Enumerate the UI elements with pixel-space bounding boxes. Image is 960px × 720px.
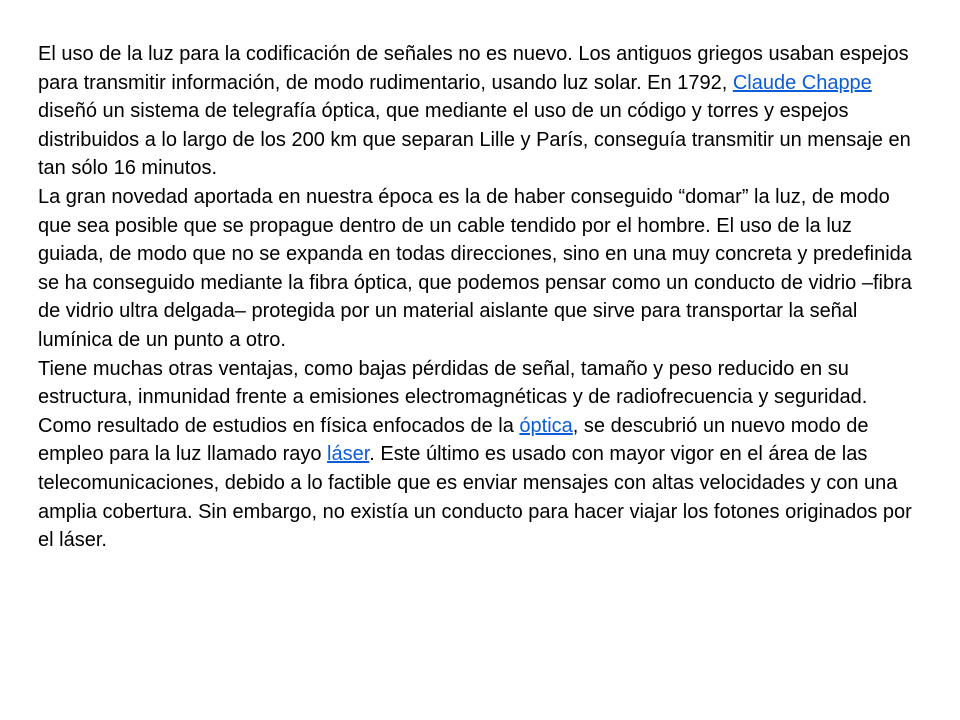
slide-text-body — [38, 40, 918, 555]
paragraph-history — [38, 40, 918, 183]
paragraph-guided-light: La gran novedad aportada en nuestra época es la de haber conseguido “domar” la luz, de modo que sea posible que se propague dentro de un cable tendido por el hombre. El uso de la luz guiada, de modo que no se expanda en todas direcciones, sino en una muy concreta y predefinida se ha conseguido mediante la fibra óptica, que podemos pensar como un conducto de vidrio –fibra de vidrio ultra delgada– protegida por un material aislante que sirve para transportar la señal lumínica de un punto a otro. — [38, 185, 912, 351]
paragraph-laser-text-after: . Este último es usado con mayor vigor en el área de las telecomunicaciones, debido a lo factible que es enviar mensajes con altas velocidades y con una amplia cobertura. Sin embargo, no existía un conducto para hacer viajar los fotones originados por el láser. — [38, 443, 912, 552]
link-laser[interactable]: láser — [327, 443, 370, 466]
paragraph-laser-text-middle: , se descubrió un nuevo modo de empleo para la luz llamado rayo — [38, 414, 869, 466]
paragraph-laser-text-before: Como resultado de estudios en física enfocados de la — [38, 414, 520, 437]
paragraph-advantages: Tiene muchas otras ventajas, como bajas pérdidas de señal, tamaño y peso reducido en su estructura, inmunidad frente a emisiones electromagnéticas y de radiofrecuencia y seguridad. — [38, 357, 868, 409]
paragraph-history-text-after: diseñó un sistema de telegrafía óptica, que mediante el uso de un código y torres y espejos distribuidos a lo largo de los 200 km que separan Lille y París, conseguía transmitir un mensaje en tan sólo 16 minutos. — [38, 100, 911, 180]
paragraph-history-text-before: El uso de la luz para la codificación de señales no es nuevo. Los antiguos griegos usaban espejos para transmitir información, de modo rudimentario, usando luz solar. En 1792, — [38, 43, 909, 94]
paragraph-laser — [38, 412, 918, 555]
link-optica[interactable]: óptica — [519, 414, 573, 437]
link-claude-chappe[interactable]: Claude Chappe — [732, 71, 872, 94]
